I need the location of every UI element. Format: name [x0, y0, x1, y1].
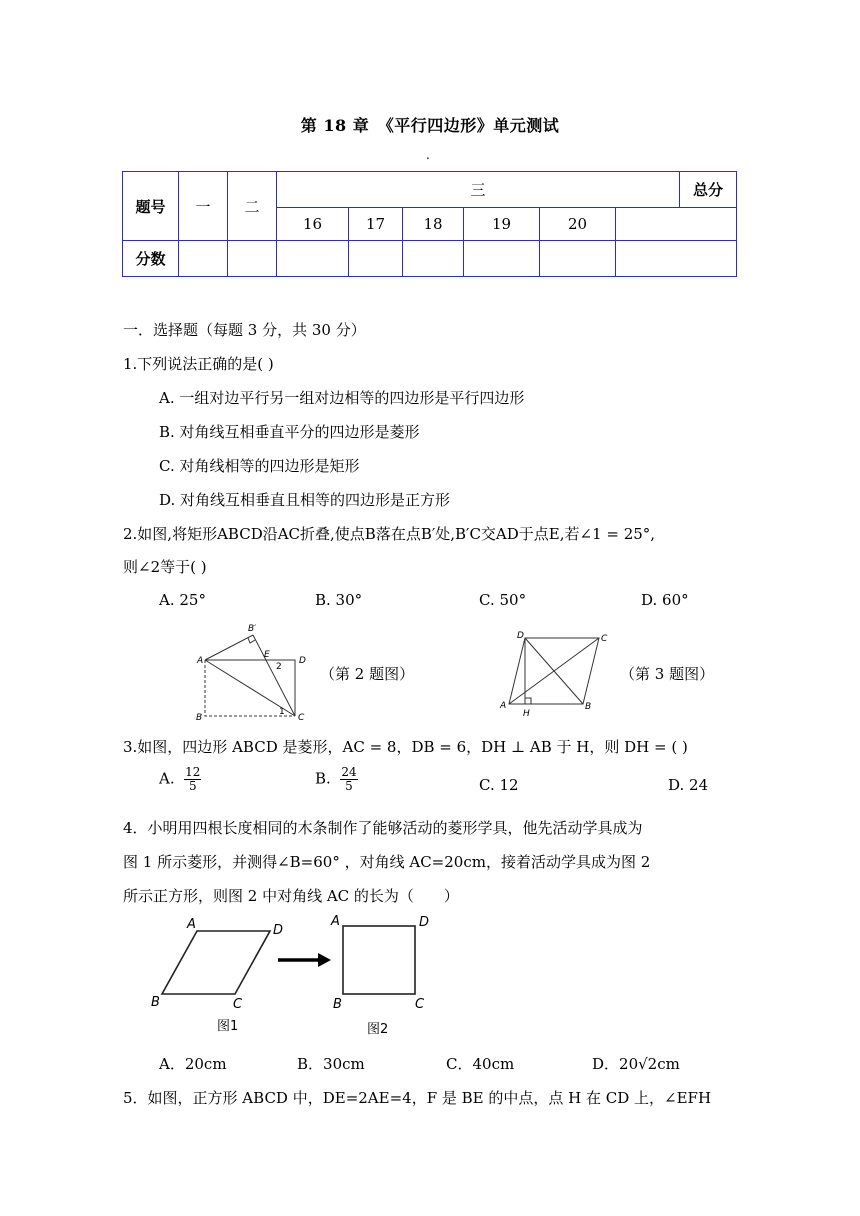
- score-cell: [616, 241, 737, 277]
- row-score-label: 分数: [123, 241, 179, 277]
- rhombus-figure-1: [162, 931, 270, 994]
- score-cell: [540, 241, 616, 277]
- score-cell: [179, 241, 228, 277]
- q3-option-a-fraction: [184, 766, 201, 793]
- q4-option-a: A．20cm: [159, 1055, 227, 1073]
- q2-stem-cont: 则∠2等于( ): [123, 558, 207, 576]
- label-b-prime: B′: [248, 624, 257, 634]
- header-3: 三: [277, 172, 680, 208]
- q2-stem: 2.如图,将矩形ABCD沿AC折叠,使点B落在点B′处,B′C交AD于点E,若∠1 = 25°,: [123, 525, 656, 543]
- sub-17: 17: [349, 208, 403, 241]
- label-a: A: [197, 656, 204, 666]
- sub-blank: [616, 208, 737, 241]
- q3-figure-caption: （第 3 题图）: [620, 665, 715, 683]
- score-cell: [403, 241, 464, 277]
- label-c: C: [298, 713, 305, 723]
- denominator: 5: [345, 779, 353, 793]
- q4-option-b: B．30cm: [297, 1055, 365, 1073]
- q5-line-1: 5．如图，正方形 ABCD 中，DE=2AE=4，F 是 BE 的中点，点 H 在 CD 上，∠EFH: [123, 1089, 712, 1107]
- q2-option-b: B. 30°: [315, 591, 363, 609]
- denominator: 5: [188, 779, 197, 793]
- label-e: E: [264, 650, 270, 660]
- q4-line-3: 所示正方形，则图 2 中对角线 AC 的长为（ ）: [123, 887, 459, 905]
- header-total: 总分: [680, 172, 737, 208]
- square-figure-2: [343, 926, 415, 994]
- q3-option-c: C. 12: [479, 776, 519, 794]
- q1-option-a: A. 一组对边平行另一组对边相等的四边形是平行四边形: [159, 389, 525, 407]
- sub-20: 20: [540, 208, 616, 241]
- score-cell: [228, 241, 277, 277]
- dot-mark: .: [426, 148, 430, 162]
- page-title: 第 18 章 《平行四边形》单元测试: [300, 116, 560, 135]
- q3-option-a-label: A.: [159, 769, 175, 788]
- q4-figures: [145, 910, 445, 1040]
- label-c: C: [233, 997, 243, 1012]
- label-a: A: [187, 917, 196, 932]
- q3-option-d: D. 24: [668, 776, 709, 794]
- label-angle-1: 1: [279, 707, 285, 717]
- score-cell: [464, 241, 540, 277]
- header-tihao: 题号: [123, 172, 179, 241]
- q2-option-a: A. 25°: [159, 591, 206, 609]
- q2-option-d: D. 60°: [641, 591, 689, 609]
- label-c: C: [601, 634, 608, 644]
- fig1-caption: 图1: [217, 1019, 239, 1034]
- numerator: 12: [185, 765, 201, 779]
- q4-line-2: 图 1 所示菱形，并测得∠B=60° ，对角线 AC=20cm，接着活动学具成为图 2: [123, 853, 651, 871]
- q2-option-c: C. 50°: [479, 591, 527, 609]
- q2-figure: [195, 620, 320, 725]
- label-b: B: [585, 702, 592, 712]
- label-b: B: [196, 713, 203, 723]
- q1-option-c: C. 对角线相等的四边形是矩形: [159, 457, 360, 475]
- numerator: 24: [341, 765, 357, 779]
- header-1: 一: [179, 172, 228, 241]
- sub-16: 16: [277, 208, 349, 241]
- label-angle-2: 2: [276, 662, 282, 672]
- q1-option-d: D. 对角线互相垂直且相等的四边形是正方形: [159, 491, 451, 509]
- label-d: D: [273, 923, 284, 938]
- sub-19: 19: [464, 208, 540, 241]
- q1-stem: 1.下列说法正确的是( ): [123, 355, 274, 373]
- label-c: C: [415, 997, 425, 1012]
- label-a: A: [500, 701, 507, 711]
- q2-figure-caption: （第 2 题图）: [320, 665, 415, 683]
- label-b: B: [333, 997, 342, 1012]
- header-2: 二: [228, 172, 277, 241]
- q4-option-c: C．40cm: [446, 1055, 515, 1073]
- q3-figure: [497, 626, 612, 721]
- label-a: A: [331, 914, 340, 929]
- label-d: D: [419, 915, 430, 930]
- label-b: B: [151, 995, 160, 1010]
- q3-stem: 3.如图，四边形 ABCD 是菱形，AC = 8，DB = 6，DH ⊥ AB 于 H，则 DH = ( ): [123, 738, 688, 756]
- label-d: D: [299, 656, 306, 666]
- score-cell: [277, 241, 349, 277]
- arrow-icon: [278, 953, 331, 967]
- q3-option-a: [159, 766, 201, 793]
- label-h: H: [523, 709, 530, 719]
- q3-option-b-fraction: [340, 766, 357, 793]
- label-d: D: [517, 631, 524, 641]
- sub-18: 18: [403, 208, 464, 241]
- q3-option-b: [315, 766, 358, 793]
- score-cell: [349, 241, 403, 277]
- q3-option-b-label: B.: [315, 769, 331, 788]
- q4-option-d: D．20√2cm: [592, 1055, 680, 1073]
- section-heading: 一．选择题（每题 3 分，共 30 分）: [123, 321, 366, 339]
- q1-option-b: B. 对角线互相垂直平分的四边形是菱形: [159, 423, 420, 441]
- q4-line-1: 4．小明用四根长度相同的木条制作了能够活动的菱形学具，他先活动学具成为: [123, 819, 643, 837]
- fig2-caption: 图2: [367, 1022, 389, 1037]
- score-table: [122, 171, 737, 277]
